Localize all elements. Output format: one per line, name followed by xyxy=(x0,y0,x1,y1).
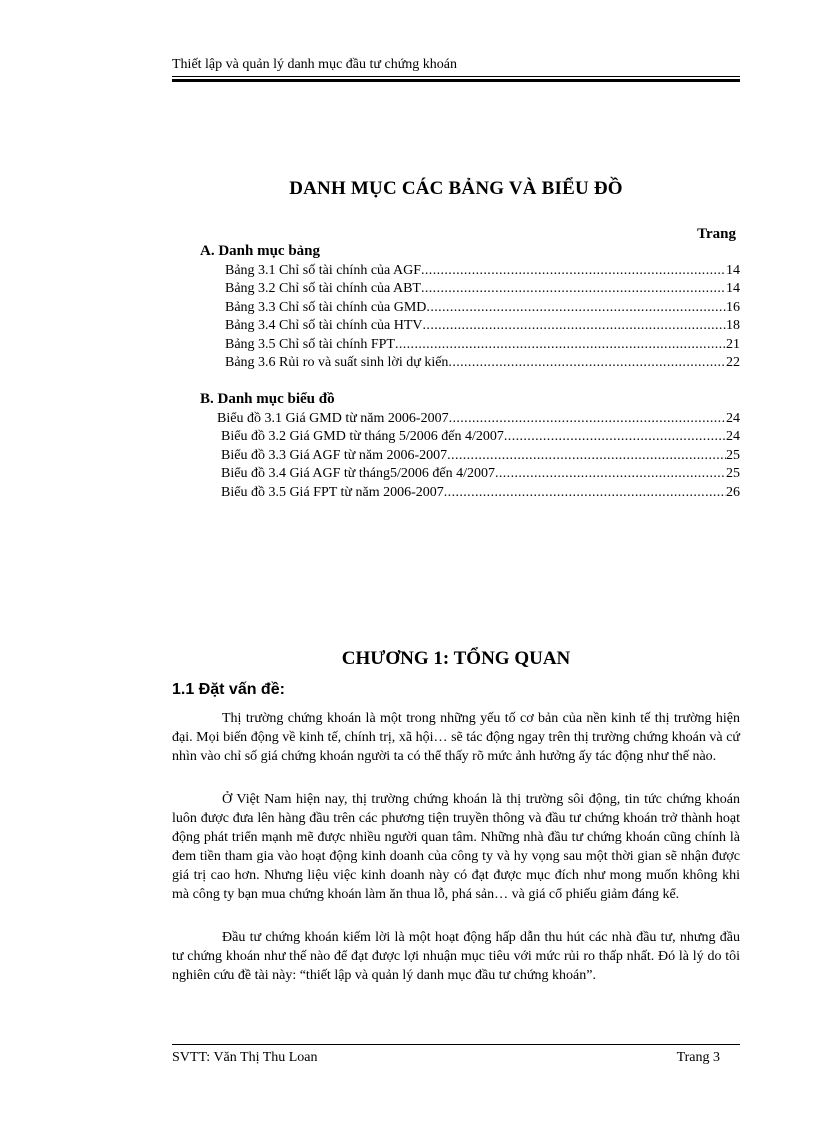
tables-list xyxy=(225,262,740,372)
toc-dot-leader xyxy=(504,428,726,446)
body-paragraph: Ở Việt Nam hiện nay, thị trường chứng khoán là thị trường sôi động, tin tức chứng khoán luôn được đưa lên hàng đầu trên các phương tiện truyền thông và đầu tư chứng khoán trở thành hoạt động phát triển mạnh mẽ được nhiều người quan tâm. Những nhà đầu tư chứng khoán cũng chính là đem tiền tham gia vào hoạt động kinh doanh của công ty và hy vọng sau một thời gian sẽ nhận được giá trị cao hơn. Nhưng liệu việc kinh doanh này có đạt được mục đích như mong muốn không khi mà công ty bạn mua chứng khoán làm ăn thua lỗ, phá sản… và giá cổ phiếu giảm đáng kể. xyxy=(172,792,740,902)
body-paragraph: Thị trường chứng khoán là một trong những yếu tố cơ bản của nền kinh tế thị trường hiện đại. Mọi biến động về kinh tế, chính trị, xã hội… sẽ tác động ngay trên thị trường chứng khoán và cứ nhìn vào chỉ số giá chứng khoán người ta có thể thấy rõ mức ảnh hưởng ấy tác động như thế nào. xyxy=(172,711,740,764)
toc-entry xyxy=(217,484,740,502)
toc-entry-label: Biểu đồ 3.4 Giá AGF từ tháng5/2006 đến 4/2007 xyxy=(221,466,495,482)
toc-entry-page: 16 xyxy=(726,299,740,315)
toc-entry xyxy=(225,354,740,372)
toc-dot-leader xyxy=(395,336,726,354)
toc-entry-label: Bảng 3.3 Chỉ số tài chính của GMD xyxy=(225,299,427,315)
toc-dot-leader xyxy=(447,447,726,465)
toc-entry-page: 21 xyxy=(726,336,740,352)
footer-page-number: Trang 3 xyxy=(676,1050,720,1065)
toc-dot-leader xyxy=(423,317,726,335)
toc-entry-page: 25 xyxy=(726,447,740,463)
toc-dot-leader xyxy=(495,465,726,483)
toc-entry-page: 18 xyxy=(726,318,740,334)
toc-entry-label: Bảng 3.6 Rủi ro và suất sinh lời dự kiến xyxy=(225,354,449,370)
tables-heading: A. Danh mục bảng xyxy=(200,243,321,259)
toc-entry-page: 26 xyxy=(726,484,740,500)
toc-dot-leader xyxy=(448,354,726,372)
toc-entry-page: 14 xyxy=(726,263,740,278)
toc-entry xyxy=(225,336,740,354)
toc-entry-page: 25 xyxy=(726,466,740,482)
chapter-title: CHƯƠNG 1: TỔNG QUAN xyxy=(341,648,571,669)
toc-entry-page: 24 xyxy=(726,411,740,426)
toc-entry-label: Bảng 3.4 Chỉ số tài chính của HTV xyxy=(225,318,423,334)
toc-entry-label: Bảng 3.1 Chỉ số tài chính của AGF xyxy=(225,263,421,278)
toc-entry xyxy=(225,317,740,335)
running-header: Thiết lập và quản lý danh mục đầu tư chứng khoán xyxy=(172,57,457,72)
footer-author: SVTT: Văn Thị Thu Loan xyxy=(172,1050,318,1065)
toc-entry-label: Bảng 3.5 Chỉ số tài chính FPT xyxy=(225,336,395,352)
footer-rule xyxy=(172,1044,740,1045)
toc-entry xyxy=(225,280,740,298)
toc-entry xyxy=(225,299,740,317)
toc-entry xyxy=(217,428,740,446)
toc-entry-page: 22 xyxy=(726,354,740,370)
toc-entry-label: Biểu đồ 3.5 Giá FPT từ năm 2006-2007 xyxy=(221,484,444,500)
toc-entry xyxy=(217,447,740,465)
toc-dot-leader xyxy=(421,280,726,298)
toc-entry-page: 14 xyxy=(726,281,740,297)
toc-dot-leader xyxy=(426,299,726,317)
header-rule-thick xyxy=(172,79,740,82)
toc-entry-page: 24 xyxy=(726,429,740,445)
toc-entry-label: Biểu đồ 3.3 Giá AGF từ năm 2006-2007 xyxy=(221,447,448,463)
toc-title: DANH MỤC CÁC BẢNG VÀ BIỂU ĐỒ xyxy=(289,178,623,199)
toc-dot-leader xyxy=(444,484,726,502)
header-rule-thin xyxy=(172,76,740,77)
toc-page-column-label: Trang xyxy=(697,226,736,242)
toc-entry xyxy=(217,465,740,483)
body-paragraph: Đầu tư chứng khoán kiếm lời là một hoạt động hấp dẫn thu hút các nhà đầu tư, nhưng đầu tư chứng khoán như thế nào để đạt được lợi nhuận mục tiêu với mức rủi ro thấp nhất. Đó là lý do tôi nghiên cứu đề tài này: “thiết lập và quản lý danh mục đầu tư chứng khoán”. xyxy=(172,930,740,983)
toc-dot-leader xyxy=(421,262,726,280)
charts-heading: B. Danh mục biểu đồ xyxy=(200,391,335,407)
toc-entry-label: Biểu đồ 3.2 Giá GMD từ tháng 5/2006 đến 4/2007 xyxy=(221,429,504,445)
toc-entry-label: Bảng 3.2 Chỉ số tài chính của ABT xyxy=(225,281,421,297)
toc-dot-leader xyxy=(449,410,726,428)
toc-entry-label: Biểu đồ 3.1 Giá GMD từ năm 2006-2007 xyxy=(217,411,449,426)
section-title: 1.1 Đặt vấn đề: xyxy=(172,681,285,698)
toc-entry xyxy=(225,262,740,280)
toc-entry xyxy=(217,410,740,428)
charts-list xyxy=(217,410,740,502)
